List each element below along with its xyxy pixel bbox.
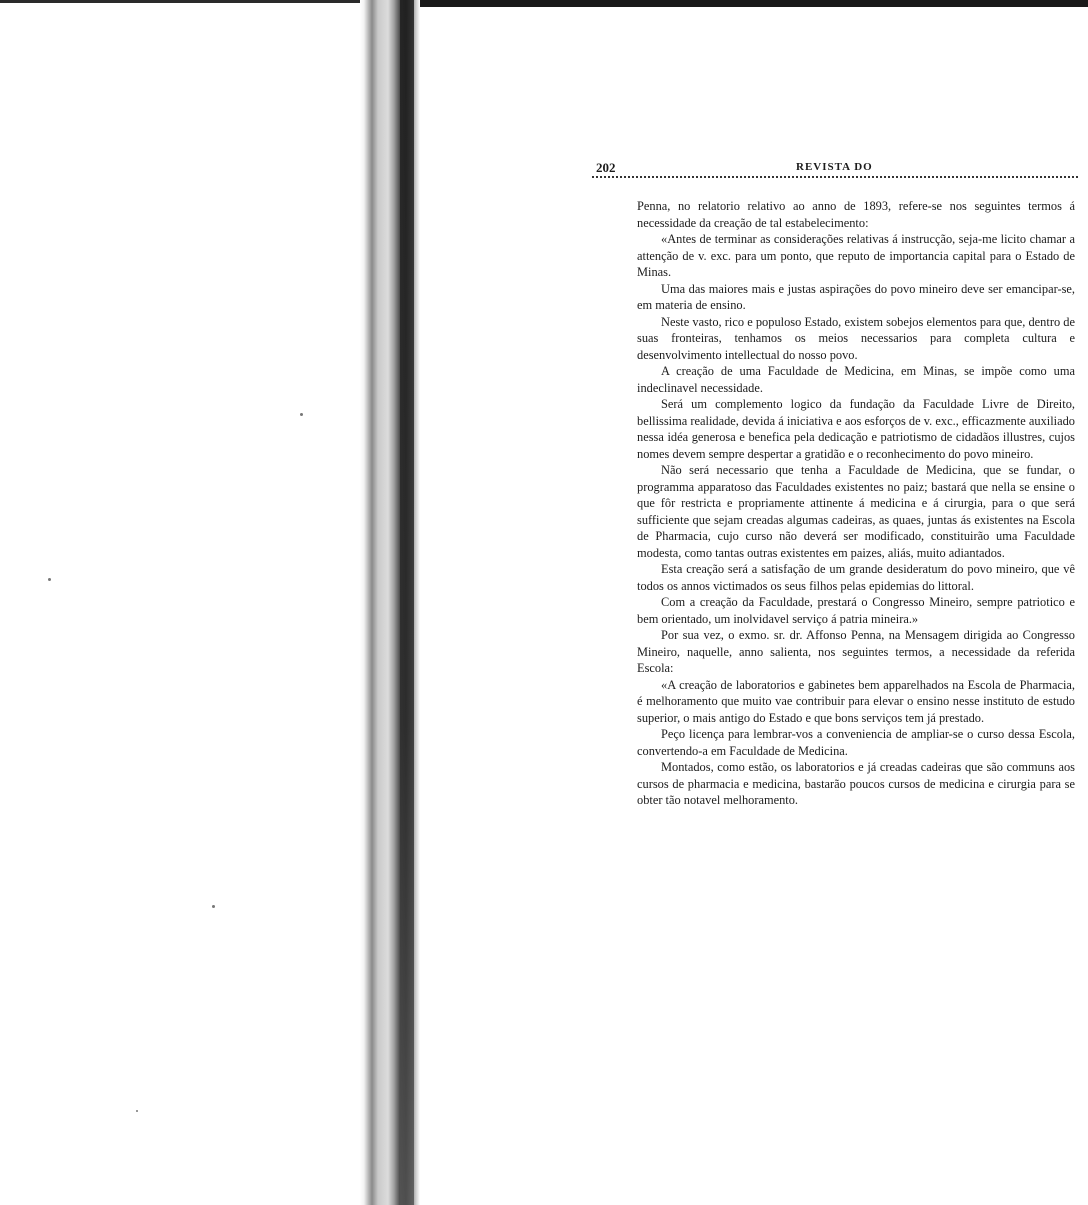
paragraph: Neste vasto, rico e populoso Estado, existem sobejos elementos para que, dentro de suas fronteiras, tenhamos os meios necessarios para completa cultura e desenvolvimento intellectual do nosso povo. — [637, 314, 1075, 362]
running-title: REVISTA DO — [796, 161, 873, 173]
page-number: 202 — [596, 160, 616, 175]
paper-speck — [48, 578, 51, 581]
paragraph: Não será necessario que tenha a Faculdade de Medicina, que se fundar, o programma apparatoso das Faculdades existentes no paiz; bastará que nella se ensine o que fôr restricta e propriamente attinente á medicina e á cirurgia, para o que será sufficiente que sejam creadas algumas cadeiras, as quaes, juntas ás existentes na Escola de Pharmacia, cujo curso não deverá ser modificado, constituirão uma Faculdade modesta, como tantas outras existentes em paizes, aliás, muito adiantados. — [637, 463, 1075, 560]
body-text — [637, 198, 1075, 809]
book-page — [592, 158, 1082, 807]
paper-speck — [136, 1110, 138, 1112]
paragraph: Esta creação será a satisfação de um grande desideratum do povo mineiro, que vê todos os annos victimados os seus filhos pelas epidemias do littoral. — [637, 562, 1075, 593]
paper-speck — [212, 905, 215, 908]
paragraph: Montados, como estão, os laboratorios e já creadas cadeiras que são communs aos cursos de pharmacia e medicina, bastarão poucos cursos de medicina e cirurgia para se obter tão notavel melhoramento. — [637, 760, 1075, 807]
paragraph: Por sua vez, o exmo. sr. dr. Affonso Penna, na Mensagem dirigida ao Congresso Mineiro, naquelle, anno salienta, nos seguintes termos, a necessidade da referida Escola: — [637, 628, 1075, 675]
paragraph: Peço licença para lembrar-vos a conveniencia de ampliar-se o curso dessa Escola, convertendo-a em Faculdade de Medicina. — [637, 727, 1075, 758]
paragraph: «Antes de terminar as considerações relativas á instrucção, seja-me licito chamar a attenção de v. exc. para um ponto, que reputo de importancia capital para o Estado de Minas. — [637, 232, 1075, 279]
paragraph: A creação de uma Faculdade de Medicina, em Minas, se impõe como uma indeclinavel necessidade. — [637, 364, 1075, 395]
page-top-border — [410, 0, 1088, 7]
paragraph: «A creação de laboratorios e gabinetes bem apparelhados na Escola de Pharmacia, é melhoramento que muito vae contribuir para elevar o ensino nesse instituto de estudo superior, o mais antigo do Estado e que bons serviços tem já prestado. — [637, 677, 1075, 725]
paragraph: Penna, no relatorio relativo ao anno de 1893, refere-se nos seguintes termos á necessidade da creação de tal estabelecimento: — [637, 199, 1075, 230]
paragraph: Será um complemento logico da fundação da Faculdade Livre de Direito, bellissima realidade, devida á iniciativa e aos esforços de v. exc., efficazmente auxiliado nessa idéa generosa e benefica pela dedicação e patriotismo de cidadãos illustres, cujos nomes devem sempre despertar a gratidão e o reconhecimento do povo mineiro. — [637, 397, 1075, 461]
paragraph: Uma das maiores mais e justas aspirações do povo mineiro deve ser emancipar-se, em materia de ensino. — [637, 281, 1075, 312]
paragraph: Com a creação da Faculdade, prestará o Congresso Mineiro, sempre patriotico e bem orientado, um inolvidavel serviço á patria mineira.» — [637, 595, 1075, 626]
paper-speck — [300, 413, 303, 416]
page-header — [592, 158, 1082, 180]
book-spine-shadow — [400, 0, 414, 1205]
header-rule — [592, 176, 1078, 178]
